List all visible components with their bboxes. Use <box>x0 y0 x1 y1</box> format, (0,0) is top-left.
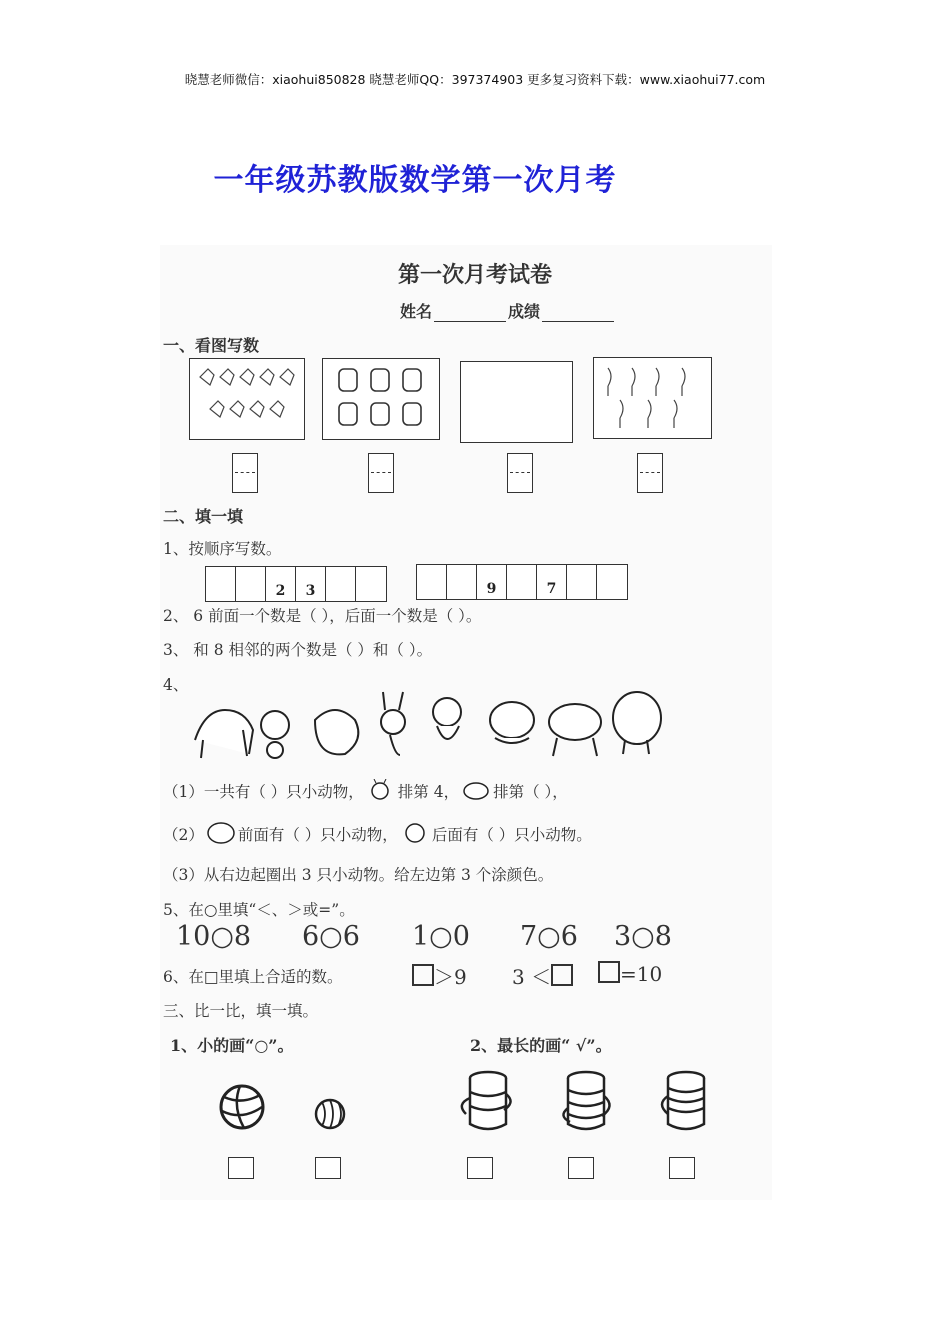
section-1-heading: 一、看图写数 <box>163 336 260 355</box>
question-2-3: 3、 和 8 相邻的两个数是（ ）和（ ）。 <box>163 641 433 659</box>
name-score-row <box>400 299 616 322</box>
question-3-2: 2、最长的画“ √”。 <box>470 1036 612 1055</box>
compare-item-5[interactable]: 3○8 <box>614 921 672 952</box>
answer-box-4[interactable] <box>637 453 663 493</box>
seq1-cell[interactable] <box>326 567 356 601</box>
seq2-cell[interactable] <box>597 565 627 599</box>
seq1-cell: 3 <box>296 567 326 601</box>
sequence-boxes-2[interactable] <box>416 564 628 600</box>
answer-checkbox-small-ball[interactable] <box>315 1157 341 1179</box>
seq1-cell[interactable] <box>236 567 266 601</box>
compare-item-2[interactable]: 6○6 <box>302 921 360 952</box>
seq2-cell[interactable] <box>507 565 537 599</box>
question-3-1: 1、小的画“○”。 <box>170 1036 294 1055</box>
answer-checkbox-spool-2[interactable] <box>568 1157 594 1179</box>
picture-box-2 <box>322 358 440 440</box>
animals-row-icon <box>185 680 665 760</box>
seq1-cell[interactable] <box>206 567 236 601</box>
big-ball-icon <box>218 1083 268 1133</box>
seq2-cell[interactable] <box>417 565 447 599</box>
sequence-boxes-1[interactable] <box>205 566 387 602</box>
picture-box-1 <box>189 358 305 440</box>
section-3-heading: 三、比一比，填一填。 <box>163 1002 319 1020</box>
score-blank <box>542 305 614 322</box>
flowers-icon <box>594 358 711 438</box>
answer-box-3[interactable] <box>507 453 533 493</box>
seq1-cell[interactable] <box>356 567 386 601</box>
answer-checkbox-spool-3[interactable] <box>669 1157 695 1179</box>
spool-3-icon <box>652 1068 722 1134</box>
page-header: 晓慧老师微信：xiaohui850828 晓慧老师QQ：397374903 更多复习资料下载：www.xiaohui77.com <box>184 72 766 87</box>
question-2-2: 2、 6 前面一个数是（ ），后面一个数是（ ）。 <box>163 607 482 625</box>
question-2-6: 6、在□里填上合适的数。 <box>163 968 343 986</box>
blank-square[interactable] <box>551 964 573 986</box>
spool-2-icon <box>552 1068 622 1134</box>
answer-checkbox-big-ball[interactable] <box>228 1157 254 1179</box>
answer-box-2[interactable] <box>368 453 394 493</box>
question-2-5: 5、在○里填“＜、＞或=”。 <box>163 901 355 919</box>
seq2-cell: 7 <box>537 565 567 599</box>
compare-item-1[interactable]: 10○8 <box>176 921 252 952</box>
spool-1-icon <box>452 1068 522 1134</box>
fill-item-1[interactable]: ＞9 <box>412 961 467 990</box>
rabbit-icon <box>364 779 398 803</box>
blank-square[interactable] <box>412 964 434 986</box>
blank-square[interactable] <box>598 961 620 983</box>
compare-item-4[interactable]: 7○6 <box>520 921 578 952</box>
name-blank <box>434 305 506 322</box>
seq2-cell[interactable] <box>447 565 477 599</box>
seq1-cell: 2 <box>266 567 296 601</box>
small-ball-icon <box>314 1098 348 1132</box>
compare-item-3[interactable]: 1○0 <box>412 921 470 952</box>
picture-box-4 <box>593 357 712 439</box>
answer-box-1[interactable] <box>232 453 258 493</box>
backpacks-icon <box>323 359 439 439</box>
squirrels-icon <box>190 359 304 439</box>
question-2-4: 4、 <box>163 676 189 694</box>
paper-title: 第一次月考试卷 <box>397 262 552 288</box>
answer-checkbox-spool-1[interactable] <box>467 1157 493 1179</box>
name-label: 姓名 <box>400 302 433 321</box>
sheep-icon <box>459 779 493 803</box>
seq2-cell[interactable] <box>567 565 597 599</box>
question-2-4-3: （3）从右边起圈出 3 只小动物。给左边第 3 个涂颜色。 <box>163 866 554 884</box>
dog-icon <box>398 820 432 846</box>
fill-item-3[interactable]: =10 <box>598 961 662 986</box>
question-2-4-1: （1）一共有（ ）只小动物， 排第 4， 排第（ ）， <box>163 779 568 803</box>
section-2-heading: 二、填一填 <box>163 507 244 526</box>
question-2-1: 1、按顺序写数。 <box>163 540 282 558</box>
score-label: 成绩 <box>508 302 541 321</box>
seq2-cell: 9 <box>477 565 507 599</box>
question-2-4-2: （2） 前面有（ ）只小动物， 后面有（ ）只小动物。 <box>163 820 592 846</box>
elephant-icon <box>204 820 238 846</box>
picture-box-3 <box>460 361 573 443</box>
document-title: 一年级苏教版数学第一次月考 <box>213 163 617 198</box>
fill-item-2[interactable]: 3 ＜ <box>512 961 573 990</box>
